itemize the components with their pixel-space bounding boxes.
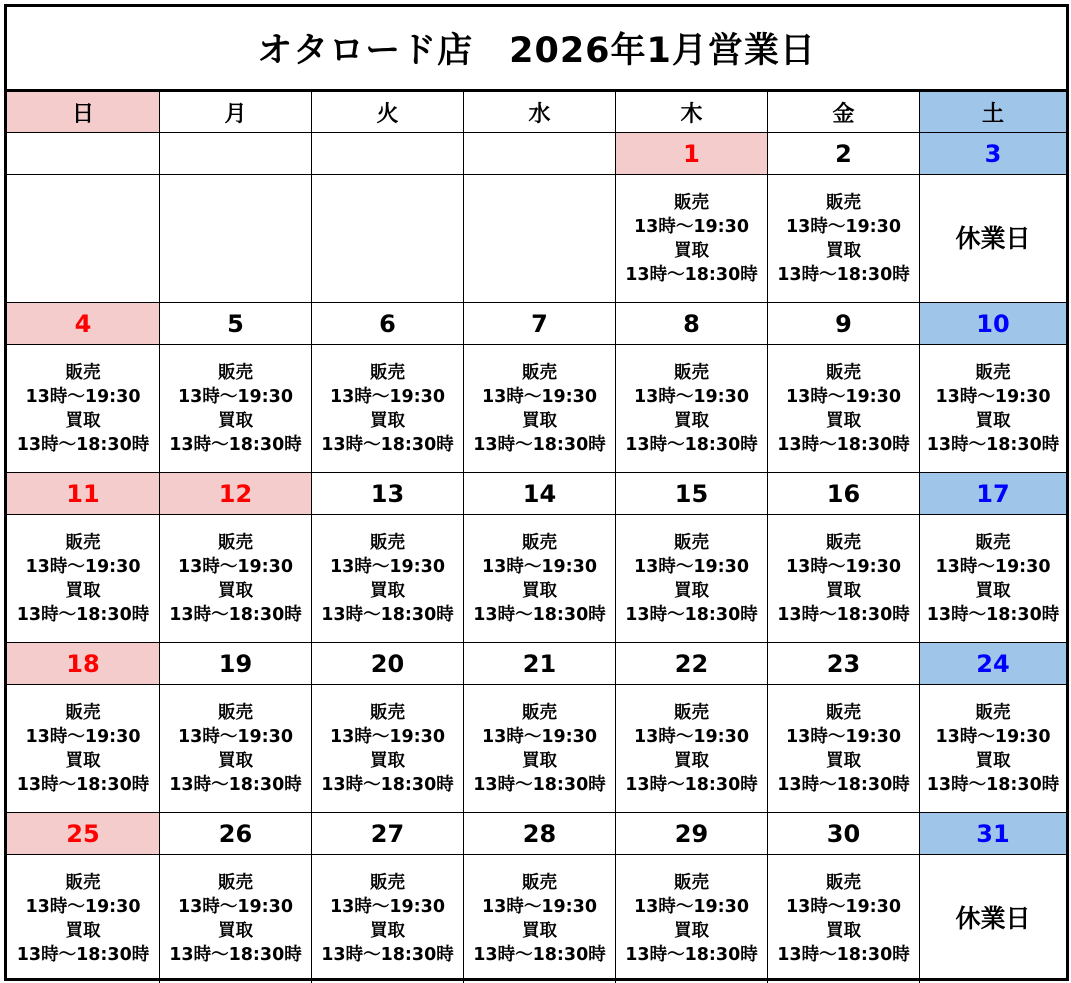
sell-time: 13時〜19:30 (633, 386, 750, 407)
day-number: 11 (7, 473, 160, 515)
day-number: 29 (616, 813, 768, 855)
day-hours-cell (768, 345, 920, 473)
sell-time: 13時〜19:30 (785, 556, 902, 577)
sell-label: 販売 (975, 532, 1011, 553)
buy-time: 13時〜18:30時 (777, 774, 910, 795)
day-number: 30 (768, 813, 920, 855)
buy-time: 13時〜18:30時 (16, 604, 150, 625)
day-hours-cell (768, 175, 920, 303)
day-hours-cell (160, 175, 312, 303)
buy-time: 13時〜18:30時 (625, 434, 758, 455)
sell-label: 販売 (65, 362, 101, 383)
day-number: 12 (160, 473, 312, 515)
business-hours (777, 871, 910, 967)
business-hours (169, 531, 302, 627)
sell-time: 13時〜19:30 (25, 726, 141, 747)
business-hours (169, 871, 302, 967)
buy-label: 買取 (674, 921, 709, 941)
sell-label: 販売 (826, 192, 861, 213)
sell-label: 販売 (674, 702, 709, 723)
buy-time: 13時〜18:30時 (169, 434, 302, 455)
buy-label: 買取 (65, 580, 101, 601)
buy-label: 買取 (218, 580, 253, 601)
sell-label: 販売 (522, 362, 557, 383)
day-hours-cell (920, 175, 1066, 303)
day-number (160, 133, 312, 175)
buy-label: 買取 (370, 410, 405, 431)
sell-time: 13時〜19:30 (935, 726, 1051, 747)
sell-time: 13時〜19:30 (633, 556, 750, 577)
buy-time: 13時〜18:30時 (169, 604, 302, 625)
business-hours (625, 191, 758, 287)
day-hours-cell (920, 855, 1066, 983)
sell-time: 13時〜19:30 (25, 897, 141, 917)
buy-label: 買取 (674, 240, 709, 261)
sell-label: 販売 (522, 873, 557, 893)
day-hours-cell (616, 685, 768, 813)
day-number: 15 (616, 473, 768, 515)
business-hours (927, 361, 1060, 457)
closed-label: 休業日 (955, 223, 1031, 253)
sell-label: 販売 (826, 873, 861, 893)
business-hours (169, 361, 302, 457)
business-hours (473, 701, 606, 797)
buy-time: 13時〜18:30時 (777, 434, 910, 455)
buy-label: 買取 (218, 410, 253, 431)
day-hours-cell (7, 175, 160, 303)
day-hours-cell (920, 515, 1066, 643)
buy-label: 買取 (370, 580, 405, 601)
buy-label: 買取 (370, 750, 405, 771)
business-hours (625, 531, 758, 627)
day-hours-cell (312, 855, 464, 983)
sell-time: 13時〜19:30 (633, 726, 750, 747)
weekday-header: 火 (312, 92, 464, 133)
day-hours-cell (312, 345, 464, 473)
sell-label: 販売 (975, 702, 1011, 723)
day-hours-cell (920, 685, 1066, 813)
sell-time: 13時〜19:30 (25, 386, 141, 407)
buy-label: 買取 (65, 921, 101, 941)
buy-label: 買取 (674, 750, 709, 771)
buy-time: 13時〜18:30時 (777, 945, 910, 965)
buy-label: 買取 (674, 410, 709, 431)
day-number: 24 (920, 643, 1066, 685)
sell-time: 13時〜19:30 (785, 726, 902, 747)
day-hours-cell (7, 855, 160, 983)
weekday-header: 月 (160, 92, 312, 133)
buy-time: 13時〜18:30時 (625, 774, 758, 795)
buy-time: 13時〜18:30時 (926, 774, 1060, 795)
sell-label: 販売 (65, 702, 101, 723)
buy-time: 13時〜18:30時 (473, 945, 606, 965)
business-hours (17, 531, 150, 627)
business-hours (17, 871, 150, 967)
day-number: 4 (7, 303, 160, 345)
sell-time: 13時〜19:30 (785, 897, 902, 917)
sell-label: 販売 (370, 873, 405, 893)
sell-label: 販売 (370, 532, 405, 553)
day-hours-cell (464, 685, 616, 813)
business-hours (777, 701, 910, 797)
buy-label: 買取 (522, 921, 557, 941)
sell-time: 13時〜19:30 (481, 386, 598, 407)
sell-label: 販売 (522, 702, 557, 723)
day-hours-cell (616, 175, 768, 303)
day-number: 21 (464, 643, 616, 685)
buy-time: 13時〜18:30時 (16, 434, 150, 455)
buy-label: 買取 (674, 580, 709, 601)
sell-label: 販売 (370, 702, 405, 723)
day-hours-cell (616, 345, 768, 473)
business-hours (473, 871, 606, 967)
buy-time: 13時〜18:30時 (777, 604, 910, 625)
sell-time: 13時〜19:30 (481, 726, 598, 747)
business-hours (169, 701, 302, 797)
business-hours (17, 701, 150, 797)
day-number: 9 (768, 303, 920, 345)
business-hours (777, 191, 910, 287)
day-number: 7 (464, 303, 616, 345)
day-number: 8 (616, 303, 768, 345)
sell-time: 13時〜19:30 (935, 556, 1051, 577)
buy-label: 買取 (826, 240, 861, 261)
day-number: 28 (464, 813, 616, 855)
buy-label: 買取 (522, 580, 557, 601)
day-hours-cell (7, 685, 160, 813)
day-number: 14 (464, 473, 616, 515)
sell-time: 13時〜19:30 (329, 726, 446, 747)
sell-time: 13時〜19:30 (177, 726, 294, 747)
sell-time: 13時〜19:30 (177, 897, 294, 917)
buy-label: 買取 (975, 410, 1011, 431)
day-hours-cell (464, 855, 616, 983)
sell-label: 販売 (218, 532, 253, 553)
calendar-title: オタロード店 2026年1月営業日 (7, 7, 1066, 92)
sell-time: 13時〜19:30 (25, 556, 141, 577)
sell-label: 販売 (674, 362, 709, 383)
buy-time: 13時〜18:30時 (473, 774, 606, 795)
business-hours (777, 361, 910, 457)
day-hours-cell (768, 515, 920, 643)
sell-label: 販売 (826, 532, 861, 553)
day-hours-cell (312, 515, 464, 643)
day-number: 23 (768, 643, 920, 685)
day-hours-cell (7, 345, 160, 473)
sell-time: 13時〜19:30 (633, 216, 750, 237)
business-hours (927, 701, 1060, 797)
business-hours (321, 531, 454, 627)
sell-label: 販売 (218, 873, 253, 893)
day-hours-cell (160, 685, 312, 813)
day-hours-cell (768, 685, 920, 813)
buy-label: 買取 (65, 750, 101, 771)
buy-label: 買取 (218, 750, 253, 771)
day-hours-cell (616, 515, 768, 643)
business-hours (321, 361, 454, 457)
buy-time: 13時〜18:30時 (926, 604, 1060, 625)
day-number: 5 (160, 303, 312, 345)
day-hours-cell (920, 345, 1066, 473)
sell-time: 13時〜19:30 (481, 897, 598, 917)
sell-label: 販売 (65, 873, 101, 893)
sell-time: 13時〜19:30 (785, 216, 902, 237)
sell-time: 13時〜19:30 (177, 556, 294, 577)
calendar (4, 4, 1069, 981)
day-hours-cell (464, 175, 616, 303)
day-number: 16 (768, 473, 920, 515)
buy-time: 13時〜18:30時 (473, 434, 606, 455)
day-number: 6 (312, 303, 464, 345)
weekday-header: 土 (920, 92, 1066, 133)
buy-label: 買取 (522, 750, 557, 771)
sell-label: 販売 (522, 532, 557, 553)
business-hours (473, 361, 606, 457)
buy-time: 13時〜18:30時 (169, 774, 302, 795)
sell-time: 13時〜19:30 (785, 386, 902, 407)
sell-time: 13時〜19:30 (935, 386, 1051, 407)
sell-label: 販売 (826, 702, 861, 723)
buy-time: 13時〜18:30時 (321, 604, 454, 625)
day-hours-cell (160, 855, 312, 983)
day-hours-cell (160, 515, 312, 643)
day-number: 3 (920, 133, 1066, 175)
sell-label: 販売 (826, 362, 861, 383)
buy-label: 買取 (826, 580, 861, 601)
day-number: 2 (768, 133, 920, 175)
day-number: 26 (160, 813, 312, 855)
business-hours (625, 361, 758, 457)
day-hours-cell (312, 175, 464, 303)
day-number (464, 133, 616, 175)
day-hours-cell (312, 685, 464, 813)
buy-label: 買取 (65, 410, 101, 431)
buy-label: 買取 (522, 410, 557, 431)
business-hours (625, 871, 758, 967)
day-hours-cell (7, 515, 160, 643)
day-number: 22 (616, 643, 768, 685)
sell-label: 販売 (674, 532, 709, 553)
buy-time: 13時〜18:30時 (625, 264, 758, 285)
business-hours (625, 701, 758, 797)
business-hours (17, 361, 150, 457)
day-hours-cell (616, 855, 768, 983)
sell-time: 13時〜19:30 (329, 556, 446, 577)
closed-label: 休業日 (955, 904, 1031, 933)
business-hours (321, 701, 454, 797)
buy-time: 13時〜18:30時 (16, 774, 150, 795)
buy-label: 買取 (826, 410, 861, 431)
sell-label: 販売 (674, 192, 709, 213)
day-number: 25 (7, 813, 160, 855)
day-number: 17 (920, 473, 1066, 515)
day-number: 27 (312, 813, 464, 855)
day-number: 31 (920, 813, 1066, 855)
buy-label: 買取 (826, 750, 861, 771)
buy-time: 13時〜18:30時 (926, 434, 1060, 455)
sell-label: 販売 (65, 532, 101, 553)
buy-time: 13時〜18:30時 (473, 604, 606, 625)
buy-label: 買取 (975, 580, 1011, 601)
buy-label: 買取 (218, 921, 253, 941)
sell-label: 販売 (370, 362, 405, 383)
weekday-header: 金 (768, 92, 920, 133)
weekday-header: 木 (616, 92, 768, 133)
buy-time: 13時〜18:30時 (625, 945, 758, 965)
buy-label: 買取 (975, 750, 1011, 771)
day-hours-cell (464, 345, 616, 473)
business-hours (927, 531, 1060, 627)
day-number (312, 133, 464, 175)
buy-time: 13時〜18:30時 (321, 434, 454, 455)
sell-time: 13時〜19:30 (329, 897, 446, 917)
day-number: 1 (616, 133, 768, 175)
day-number: 13 (312, 473, 464, 515)
buy-time: 13時〜18:30時 (321, 774, 454, 795)
buy-time: 13時〜18:30時 (777, 264, 910, 285)
business-hours (777, 531, 910, 627)
sell-label: 販売 (975, 362, 1011, 383)
day-number: 18 (7, 643, 160, 685)
sell-label: 販売 (218, 702, 253, 723)
day-number: 20 (312, 643, 464, 685)
buy-time: 13時〜18:30時 (625, 604, 758, 625)
weekday-header: 水 (464, 92, 616, 133)
sell-label: 販売 (674, 873, 709, 893)
day-hours-cell (160, 345, 312, 473)
buy-time: 13時〜18:30時 (321, 945, 454, 965)
sell-time: 13時〜19:30 (481, 556, 598, 577)
sell-time: 13時〜19:30 (177, 386, 294, 407)
business-hours (321, 871, 454, 967)
sell-label: 販売 (218, 362, 253, 383)
day-hours-cell (464, 515, 616, 643)
day-hours-cell (768, 855, 920, 983)
day-number (7, 133, 160, 175)
day-number: 10 (920, 303, 1066, 345)
buy-time: 13時〜18:30時 (169, 945, 302, 965)
business-hours (473, 531, 606, 627)
sell-time: 13時〜19:30 (633, 897, 750, 917)
weekday-header: 日 (7, 92, 160, 133)
buy-label: 買取 (370, 921, 405, 941)
sell-time: 13時〜19:30 (329, 386, 446, 407)
buy-time: 13時〜18:30時 (16, 945, 150, 965)
buy-label: 買取 (826, 921, 861, 941)
day-number: 19 (160, 643, 312, 685)
